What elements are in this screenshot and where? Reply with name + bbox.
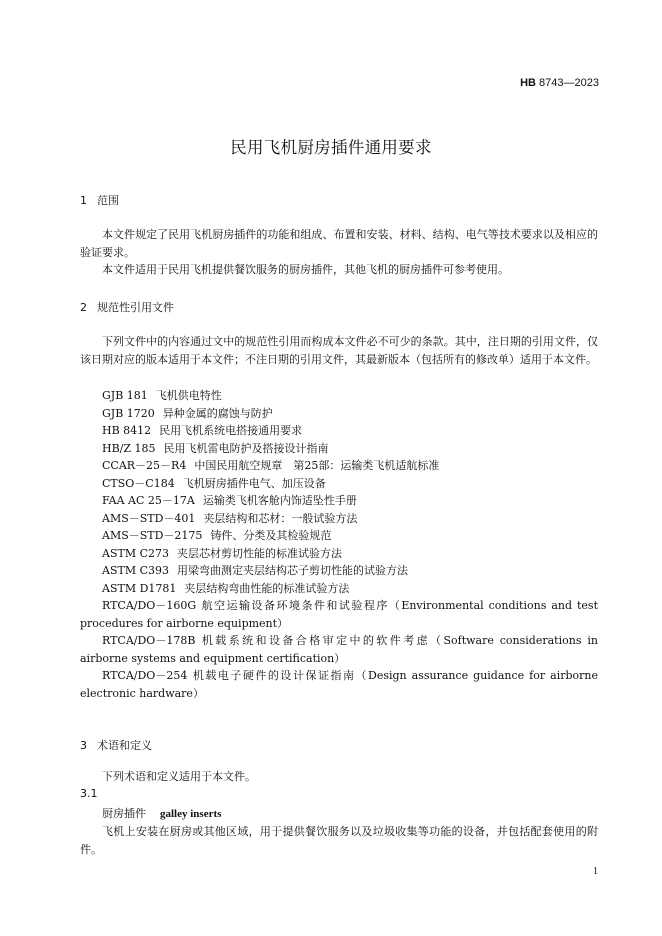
section-number: 2 (80, 301, 87, 314)
reference-title: 飞机供电特性 (155, 389, 222, 402)
section-heading-terms (80, 737, 152, 753)
reference-item (80, 580, 598, 598)
scope-paragraph-1: 本文件规定了民用飞机厨房插件的功能和组成、布置和安装、材料、结构、电气等技术要求以及相应的验证要求。 (80, 228, 598, 259)
term-chinese: 厨房插件 (102, 807, 146, 820)
reference-code: ASTM C393 (102, 564, 169, 577)
reference-code: ASTM D1781 (102, 581, 177, 595)
reference-title: 夹层结构和芯材：一般试验方法 (203, 511, 358, 525)
term-definition: 飞机上安装在厨房或其他区域，用于提供餐饮服务以及垃圾收集等功能的设备，并包括配套使用的附件。 (80, 825, 598, 856)
reference-list (80, 387, 598, 702)
reference-item (80, 545, 598, 563)
section-title: 规范性引用文件 (97, 301, 174, 314)
reference-item (80, 422, 598, 440)
section-heading-scope (80, 192, 119, 208)
reference-code: FAA AC 25－17A (102, 494, 195, 507)
section-number: 1 (80, 194, 87, 207)
standard-code-number: 8743—2023 (536, 77, 599, 89)
reference-title: 飞机厨房插件电气、加压设备 (182, 476, 326, 490)
section-heading-normative-references (80, 299, 174, 315)
reference-code: CTSO－C184 (102, 476, 175, 490)
page-number: 1 (593, 866, 598, 877)
reference-code: GJB 1720 (102, 406, 155, 420)
standard-code-prefix: HB (520, 77, 536, 89)
reference-item (80, 405, 598, 423)
reference-title: 运输类飞机客舱内饰适坠性手册 (202, 494, 357, 507)
reference-title: 夹层芯材剪切性能的标准试验方法 (177, 546, 342, 560)
reference-code: RTCA/DO－178B (102, 634, 196, 647)
reference-item (80, 562, 598, 580)
reference-code: RTCA/DO－160G (102, 599, 197, 612)
scope-paragraph-2: 本文件适用于民用飞机提供餐饮服务的厨房插件，其他飞机的厨房插件可参考使用。 (102, 263, 509, 276)
reference-code: AMS－STD－401 (102, 511, 196, 525)
reference-item (80, 527, 598, 545)
reference-item (80, 387, 598, 405)
reference-title: 民用飞机系统电搭接通用要求 (159, 424, 303, 437)
reference-code: ASTM C273 (102, 546, 169, 560)
reference-title: 用梁弯曲测定夹层结构芯子剪切性能的试验方法 (177, 564, 408, 577)
reference-item (80, 597, 598, 632)
reference-item (80, 492, 598, 510)
term-entry (102, 805, 221, 824)
term-english: galley inserts (160, 808, 222, 820)
standard-code (520, 77, 599, 89)
reference-item (80, 475, 598, 493)
reference-code: HB/Z 185 (102, 441, 156, 455)
reference-title: 航空运输设备环境条件和试验程序（Environmental conditions and test procedures for airborne equipment） (80, 599, 598, 630)
reference-title: 民用飞机雷电防护及搭接设计指南 (163, 441, 329, 455)
reference-code: GJB 181 (102, 389, 148, 402)
term-number: 3.1 (80, 787, 98, 800)
reference-item (80, 510, 598, 528)
reference-code: RTCA/DO－254 (102, 669, 188, 682)
reference-item (80, 457, 598, 475)
reference-item (80, 440, 598, 458)
reference-item (80, 667, 598, 702)
reference-title: 夹层结构弯曲性能的标准试验方法 (184, 581, 350, 595)
reference-title: 铸件、分类及其检验规范 (210, 529, 332, 542)
reference-title: 机载电子硬件的设计保证指南（Design assurance guidance for airborne electronic hardware） (80, 669, 598, 700)
reference-title: 中国民用航空规章 第25部：运输类飞机适航标准 (194, 459, 440, 472)
reference-title: 异种金属的腐蚀与防护 (162, 406, 273, 420)
document-title: 民用飞机厨房插件通用要求 (230, 138, 432, 157)
reference-code: CCAR－25－R4 (102, 459, 187, 472)
reference-item (80, 632, 598, 667)
reference-code: HB 8412 (102, 424, 152, 437)
references-intro: 下列文件中的内容通过文中的规范性引用而构成本文件必不可少的条款。其中，注日期的引用文件，仅该日期对应的版本适用于本文件；不注日期的引用文件，其最新版本（包括所有的修改单）适用于本文件。 (80, 335, 598, 366)
reference-code: AMS－STD－2175 (102, 529, 203, 542)
section-title: 术语和定义 (97, 739, 152, 752)
section-number: 3 (80, 739, 87, 752)
terms-intro: 下列术语和定义适用于本文件。 (102, 770, 256, 783)
reference-title: 机载系统和设备合格审定中的软件考虑（Software considerations in airborne systems and equipment certification） (80, 634, 598, 665)
section-title: 范围 (97, 194, 119, 207)
